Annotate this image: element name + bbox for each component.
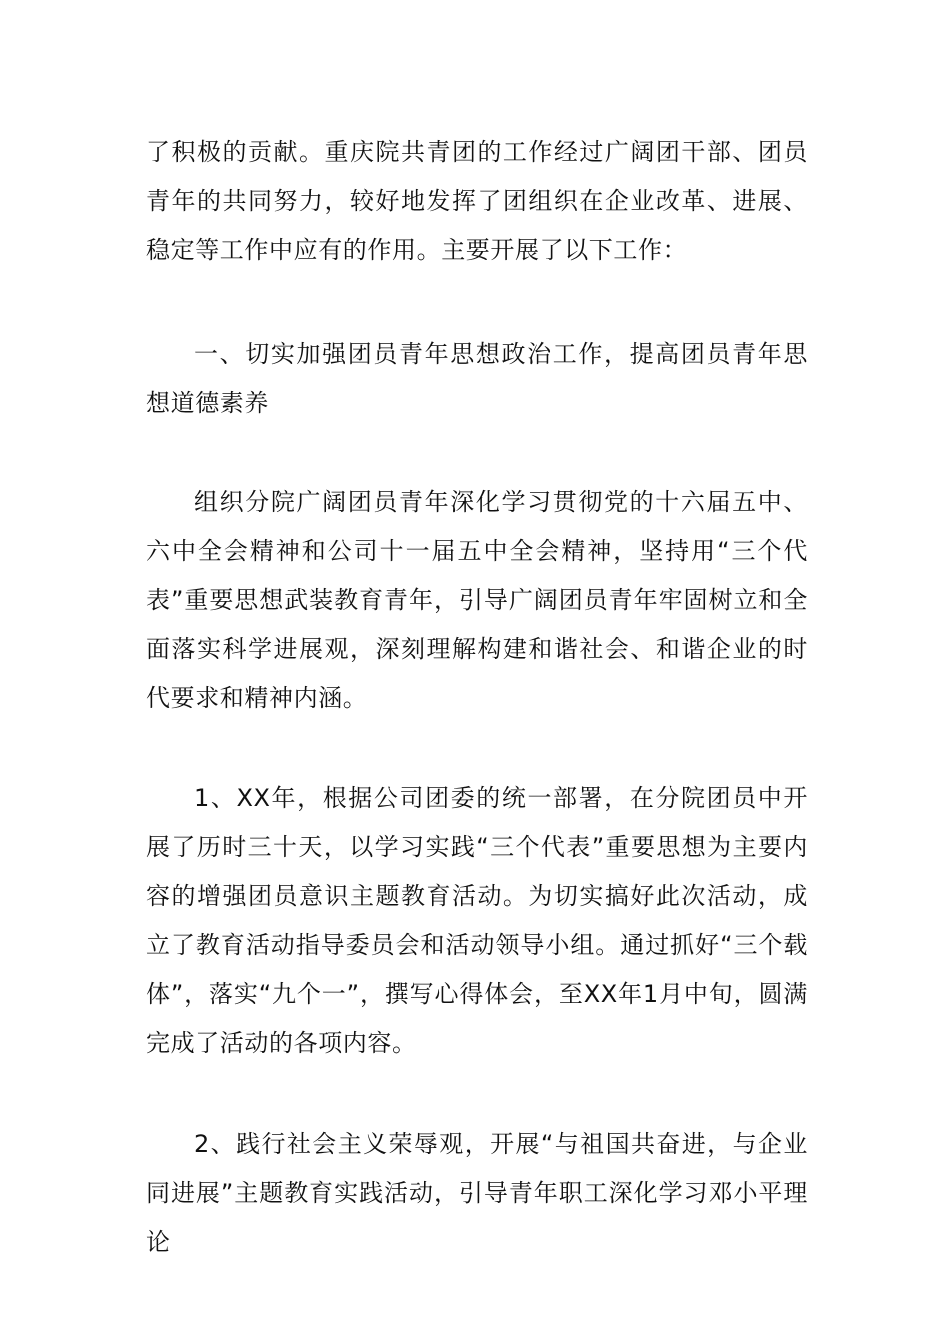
paragraph-item-1: 1、XX年，根据公司团委的统一部署，在分院团员中开展了历时三十天，以学习实践“三个代表”重要思想为主要内容的增强团员意识主题教育活动。为切实搞好此次活动，成立了教育活动指导委员会和活动领导小组。通过抓好“三个载体”，落实“九个一”，撰写心得体会，至XX年1月中旬，圆满完成了活动的各项内容。 [146, 784, 808, 1057]
paragraph-study: 组织分院广阔团员青年深化学习贯彻党的十六届五中、六中全会精神和公司十一届五中全会精神，坚持用“三个代表”重要思想武装教育青年，引导广阔团员青年牢固树立和全面落实科学进展观，深刻理解构建和谐社会、和谐企业的时代要求和精神内涵。 [146, 488, 808, 712]
paragraph-item-2: 2、践行社会主义荣辱观，开展“与祖国共奋进，与企业同进展”主题教育实践活动，引导青年职工深化学习邓小平理论 [146, 1130, 808, 1256]
section-heading-one: 一、切实加强团员青年思想政治工作，提高团员青年思想道德素养 [146, 340, 808, 417]
paragraph-continuation: 了积极的贡献。重庆院共青团的工作经过广阔团干部、团员青年的共同努力，较好地发挥了团组织在企业改革、进展、稳定等工作中应有的作用。主要开展了以下工作： [146, 138, 808, 264]
